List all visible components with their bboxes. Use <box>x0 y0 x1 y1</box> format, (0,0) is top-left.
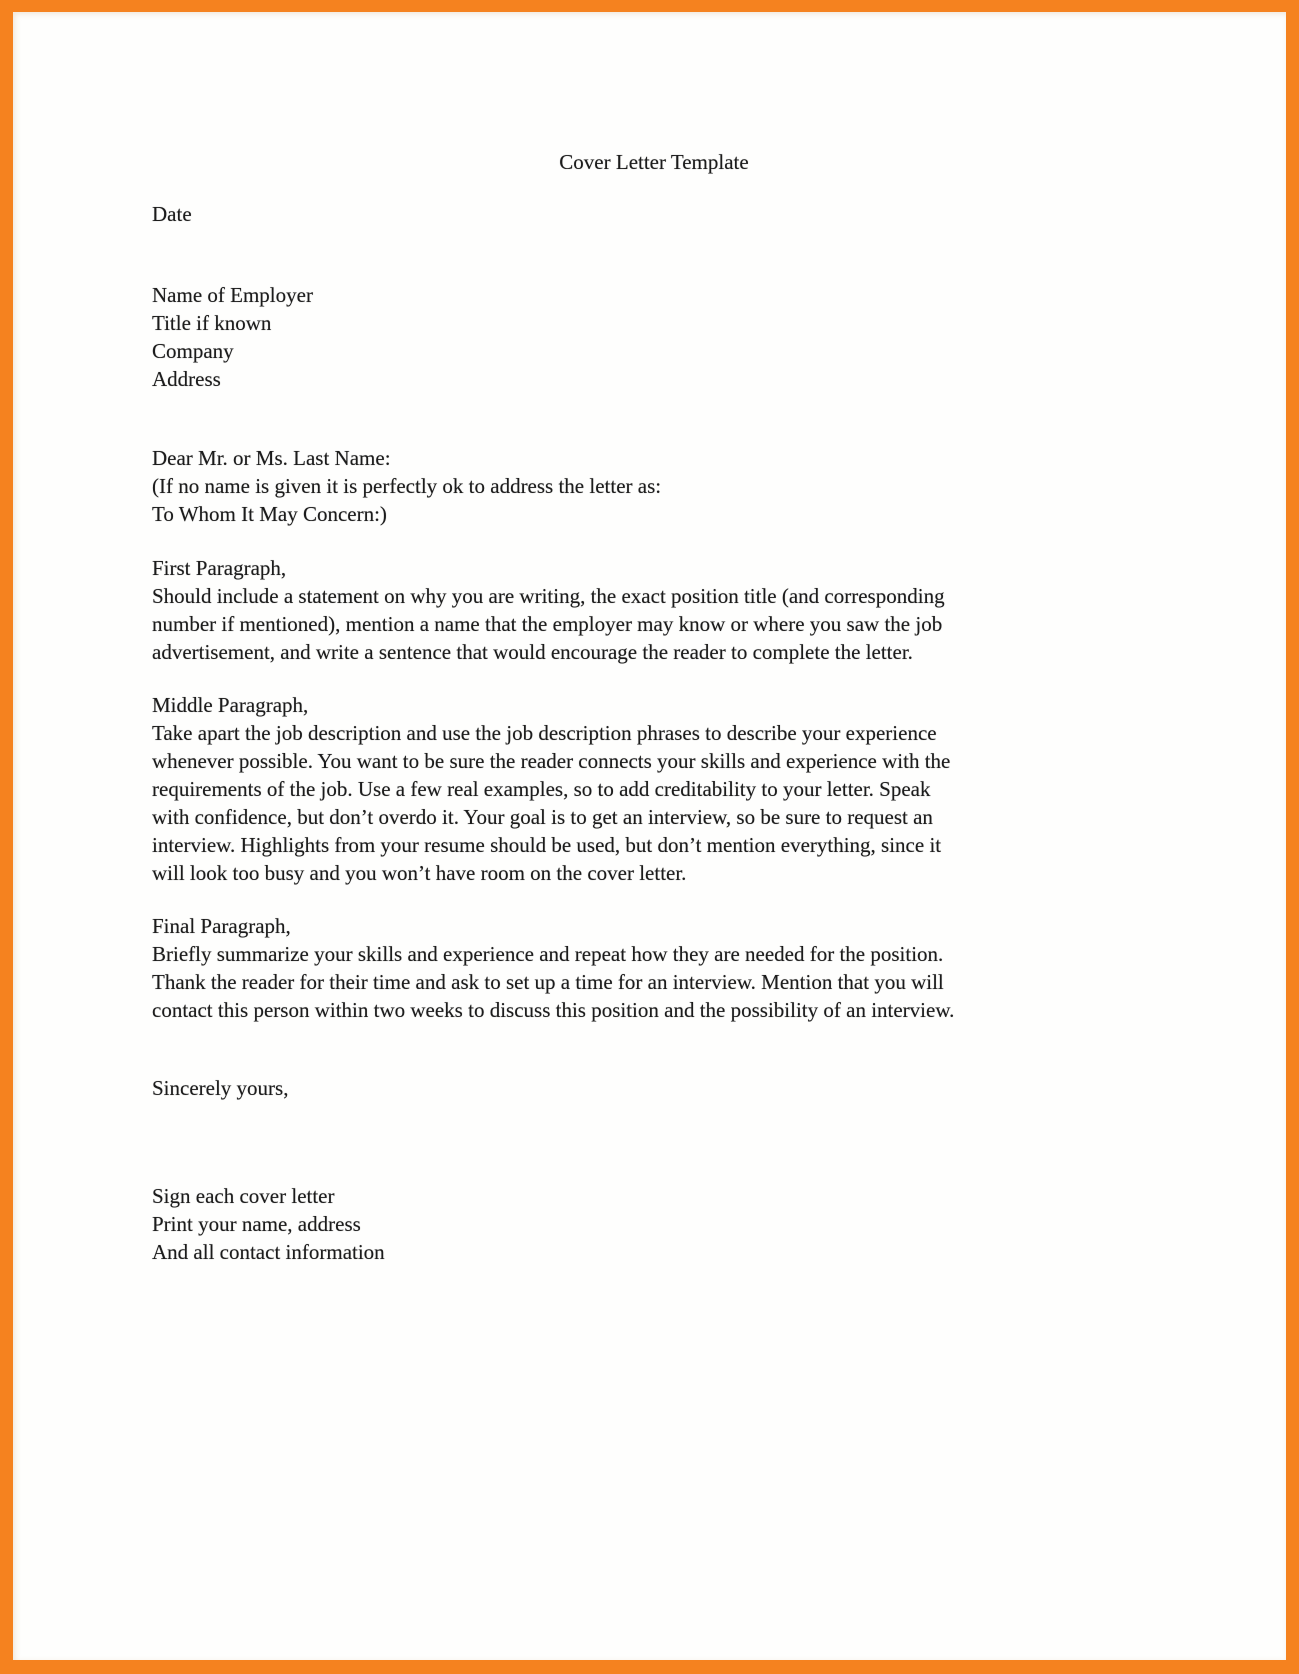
final-paragraph-section <box>152 912 1156 1024</box>
middle-paragraph-text-line: requirements of the job. Use a few real examples, so to add creditability to your letter. Speak <box>152 777 931 801</box>
middle-paragraph-text-line: will look too busy and you won’t have room on the cover letter. <box>152 861 687 885</box>
first-paragraph-text-line: number if mentioned), mention a name that the employer may know or where you saw the job <box>152 612 943 636</box>
final-paragraph-heading: Final Paragraph, <box>152 914 291 938</box>
middle-paragraph-text-line: whenever possible. You want to be sure the reader connects your skills and experience with the <box>152 749 951 773</box>
employer-address-block <box>152 281 1156 393</box>
middle-paragraph-text-line: interview. Highlights from your resume should be used, but don’t mention everything, since it <box>152 833 942 857</box>
signature-instruction-line: Print your name, address <box>152 1212 361 1236</box>
first-paragraph-section <box>152 554 1156 666</box>
salutation-note-line-2: To Whom It May Concern:) <box>152 502 387 526</box>
middle-paragraph-text-line: Take apart the job description and use the job description phrases to describe your experience <box>152 721 937 745</box>
first-paragraph-text-line: advertisement, and write a sentence that would encourage the reader to complete the letter. <box>152 640 913 664</box>
final-paragraph-text-line: Thank the reader for their time and ask to set up a time for an interview. Mention that you will <box>152 970 944 994</box>
middle-paragraph-heading: Middle Paragraph, <box>152 693 309 717</box>
document-title: Cover Letter Template <box>559 150 749 174</box>
middle-paragraph-section <box>152 691 1156 887</box>
middle-paragraph-text-line: with confidence, but don’t overdo it. Your goal is to get an interview, so be sure to request an <box>152 805 933 829</box>
salutation-block <box>152 444 1156 528</box>
employer-name-line: Name of Employer <box>152 283 313 307</box>
first-paragraph-text-line: Should include a statement on why you are writing, the exact position title (and corresponding <box>152 584 945 608</box>
first-paragraph-heading: First Paragraph, <box>152 556 287 580</box>
signature-instructions-block <box>152 1182 1156 1266</box>
salutation-note-line-1: (If no name is given it is perfectly ok to address the letter as: <box>152 474 662 498</box>
closing-line: Sincerely yours, <box>152 1076 289 1100</box>
letter-page <box>13 12 1286 1660</box>
signature-instruction-line: And all contact information <box>152 1240 385 1264</box>
salutation-line: Dear Mr. or Ms. Last Name: <box>152 446 391 470</box>
employer-company-line: Company <box>152 339 234 363</box>
letter-content <box>13 12 1286 1266</box>
final-paragraph-text-line: contact this person within two weeks to discuss this position and the possibility of an interview. <box>152 998 955 1022</box>
employer-address-line: Address <box>152 367 221 391</box>
employer-title-line: Title if known <box>152 311 272 335</box>
date-placeholder: Date <box>152 202 192 226</box>
final-paragraph-text-line: Briefly summarize your skills and experience and repeat how they are needed for the position. <box>152 942 944 966</box>
signature-instruction-line: Sign each cover letter <box>152 1184 335 1208</box>
